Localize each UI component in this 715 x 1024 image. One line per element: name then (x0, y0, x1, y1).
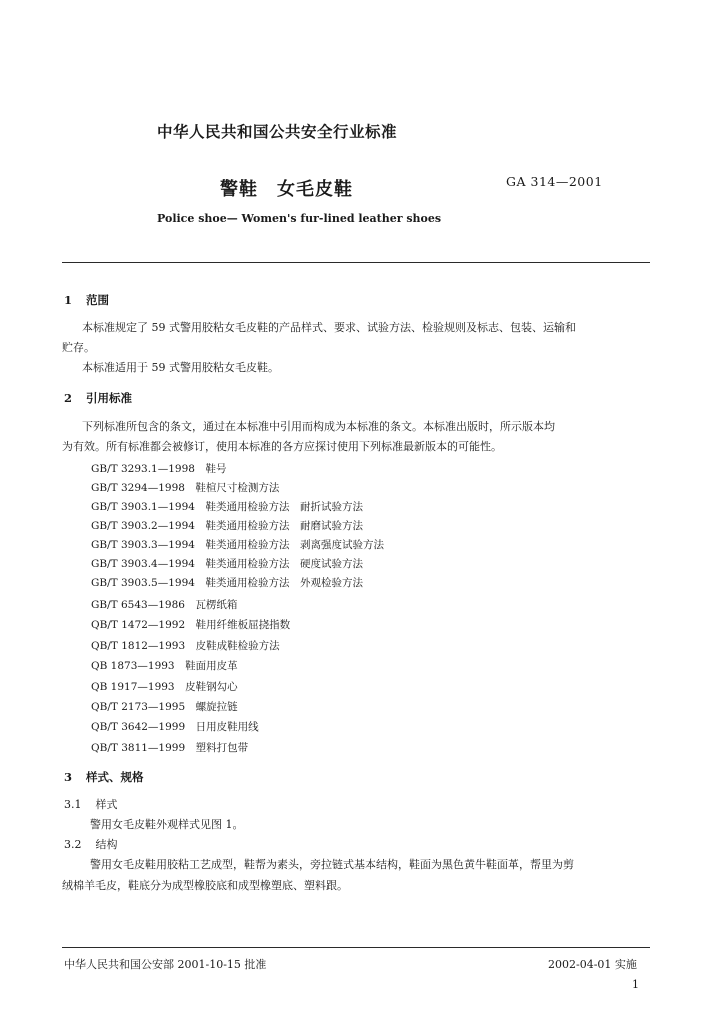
structure-paragraph-line-1: 警用女毛皮鞋用胶粘工艺成型，鞋帮为素头，旁拉链式基本结构，鞋面为黑色黄牛鞋面革，帮里为剪 (90, 858, 574, 871)
reference-item: QB/T 3811—1999 塑料打包带 (91, 742, 249, 754)
reference-item: GB/T 3903.5—1994 鞋类通用检验方法 外观检验方法 (91, 577, 363, 589)
reference-item: QB/T 2173—1995 螺旋拉链 (91, 701, 238, 713)
reference-item: GB/T 3294—1998 鞋楦尺寸检测方法 (91, 482, 280, 494)
references-intro-line-1: 下列标准所包含的条文，通过在本标准中引用而构成为本标准的条文。本标准出版时，所示版本均 (82, 420, 555, 433)
reference-item: QB 1873—1993 鞋面用皮革 (91, 660, 238, 672)
references-intro-line-2: 为有效。所有标准都会被修订，使用本标准的各方应探讨使用下列标准最新版本的可能性。 (62, 440, 502, 453)
page-number: 1 (632, 978, 639, 991)
section-3-heading (64, 769, 144, 785)
subsection-title: 样式 (95, 798, 118, 811)
subsection-number: 3.1 (64, 798, 82, 811)
section-title: 样式、规格 (86, 770, 144, 784)
reference-item: QB/T 1812—1993 皮鞋成鞋检验方法 (91, 640, 280, 652)
english-title: Police shoe— Women's fur-lined leather shoes (157, 212, 442, 225)
subsection-number: 3.2 (64, 838, 82, 851)
reference-item: GB/T 6543—1986 瓦楞纸箱 (91, 599, 238, 611)
reference-item: QB/T 1472—1992 鞋用纤维板屈挠指数 (91, 619, 291, 631)
style-paragraph: 警用女毛皮鞋外观样式见图 1。 (90, 818, 244, 831)
standard-code: GA 314—2001 (506, 174, 603, 189)
section-number: 3 (64, 770, 73, 784)
document-title: 警鞋 女毛皮鞋 (220, 179, 353, 200)
scope-paragraph-2: 本标准适用于 59 式警用胶粘女毛皮鞋。 (82, 361, 279, 374)
subsection-3-1-heading (64, 795, 118, 815)
section-title: 引用标准 (86, 391, 133, 405)
subsection-3-2-heading (64, 835, 118, 855)
section-number: 2 (64, 391, 73, 405)
reference-item: GB/T 3903.1—1994 鞋类通用检验方法 耐折试验方法 (91, 501, 363, 513)
subsection-title: 结构 (95, 838, 118, 851)
reference-item: GB/T 3903.3—1994 鞋类通用检验方法 剥离强度试验方法 (91, 539, 384, 551)
section-number: 1 (64, 293, 73, 307)
section-1-heading (64, 292, 109, 308)
section-title: 范围 (86, 293, 110, 307)
approval-info: 中华人民共和国公安部 2001-10-15 批准 (64, 958, 267, 971)
header-divider (62, 262, 650, 263)
scope-paragraph-line-2: 贮存。 (62, 341, 95, 354)
reference-item: QB 1917—1993 皮鞋钢勾心 (91, 681, 238, 693)
structure-paragraph-line-2: 绒棉羊毛皮，鞋底分为成型橡胶底和成型橡塑底、塑料跟。 (62, 879, 348, 892)
standard-type-heading: 中华人民共和国公共安全行业标准 (157, 123, 398, 141)
footer-divider (62, 947, 650, 948)
reference-item: GB/T 3903.2—1994 鞋类通用检验方法 耐磨试验方法 (91, 520, 363, 532)
implementation-date: 2002-04-01 实施 (548, 958, 637, 971)
scope-paragraph-line-1: 本标准规定了 59 式警用胶粘女毛皮鞋的产品样式、要求、试验方法、检验规则及标志、包装、运输和 (82, 321, 576, 334)
section-2-heading (64, 390, 132, 406)
reference-item: GB/T 3293.1—1998 鞋号 (91, 463, 227, 475)
reference-item: GB/T 3903.4—1994 鞋类通用检验方法 硬度试验方法 (91, 558, 363, 570)
reference-item: QB/T 3642—1999 日用皮鞋用线 (91, 721, 259, 733)
